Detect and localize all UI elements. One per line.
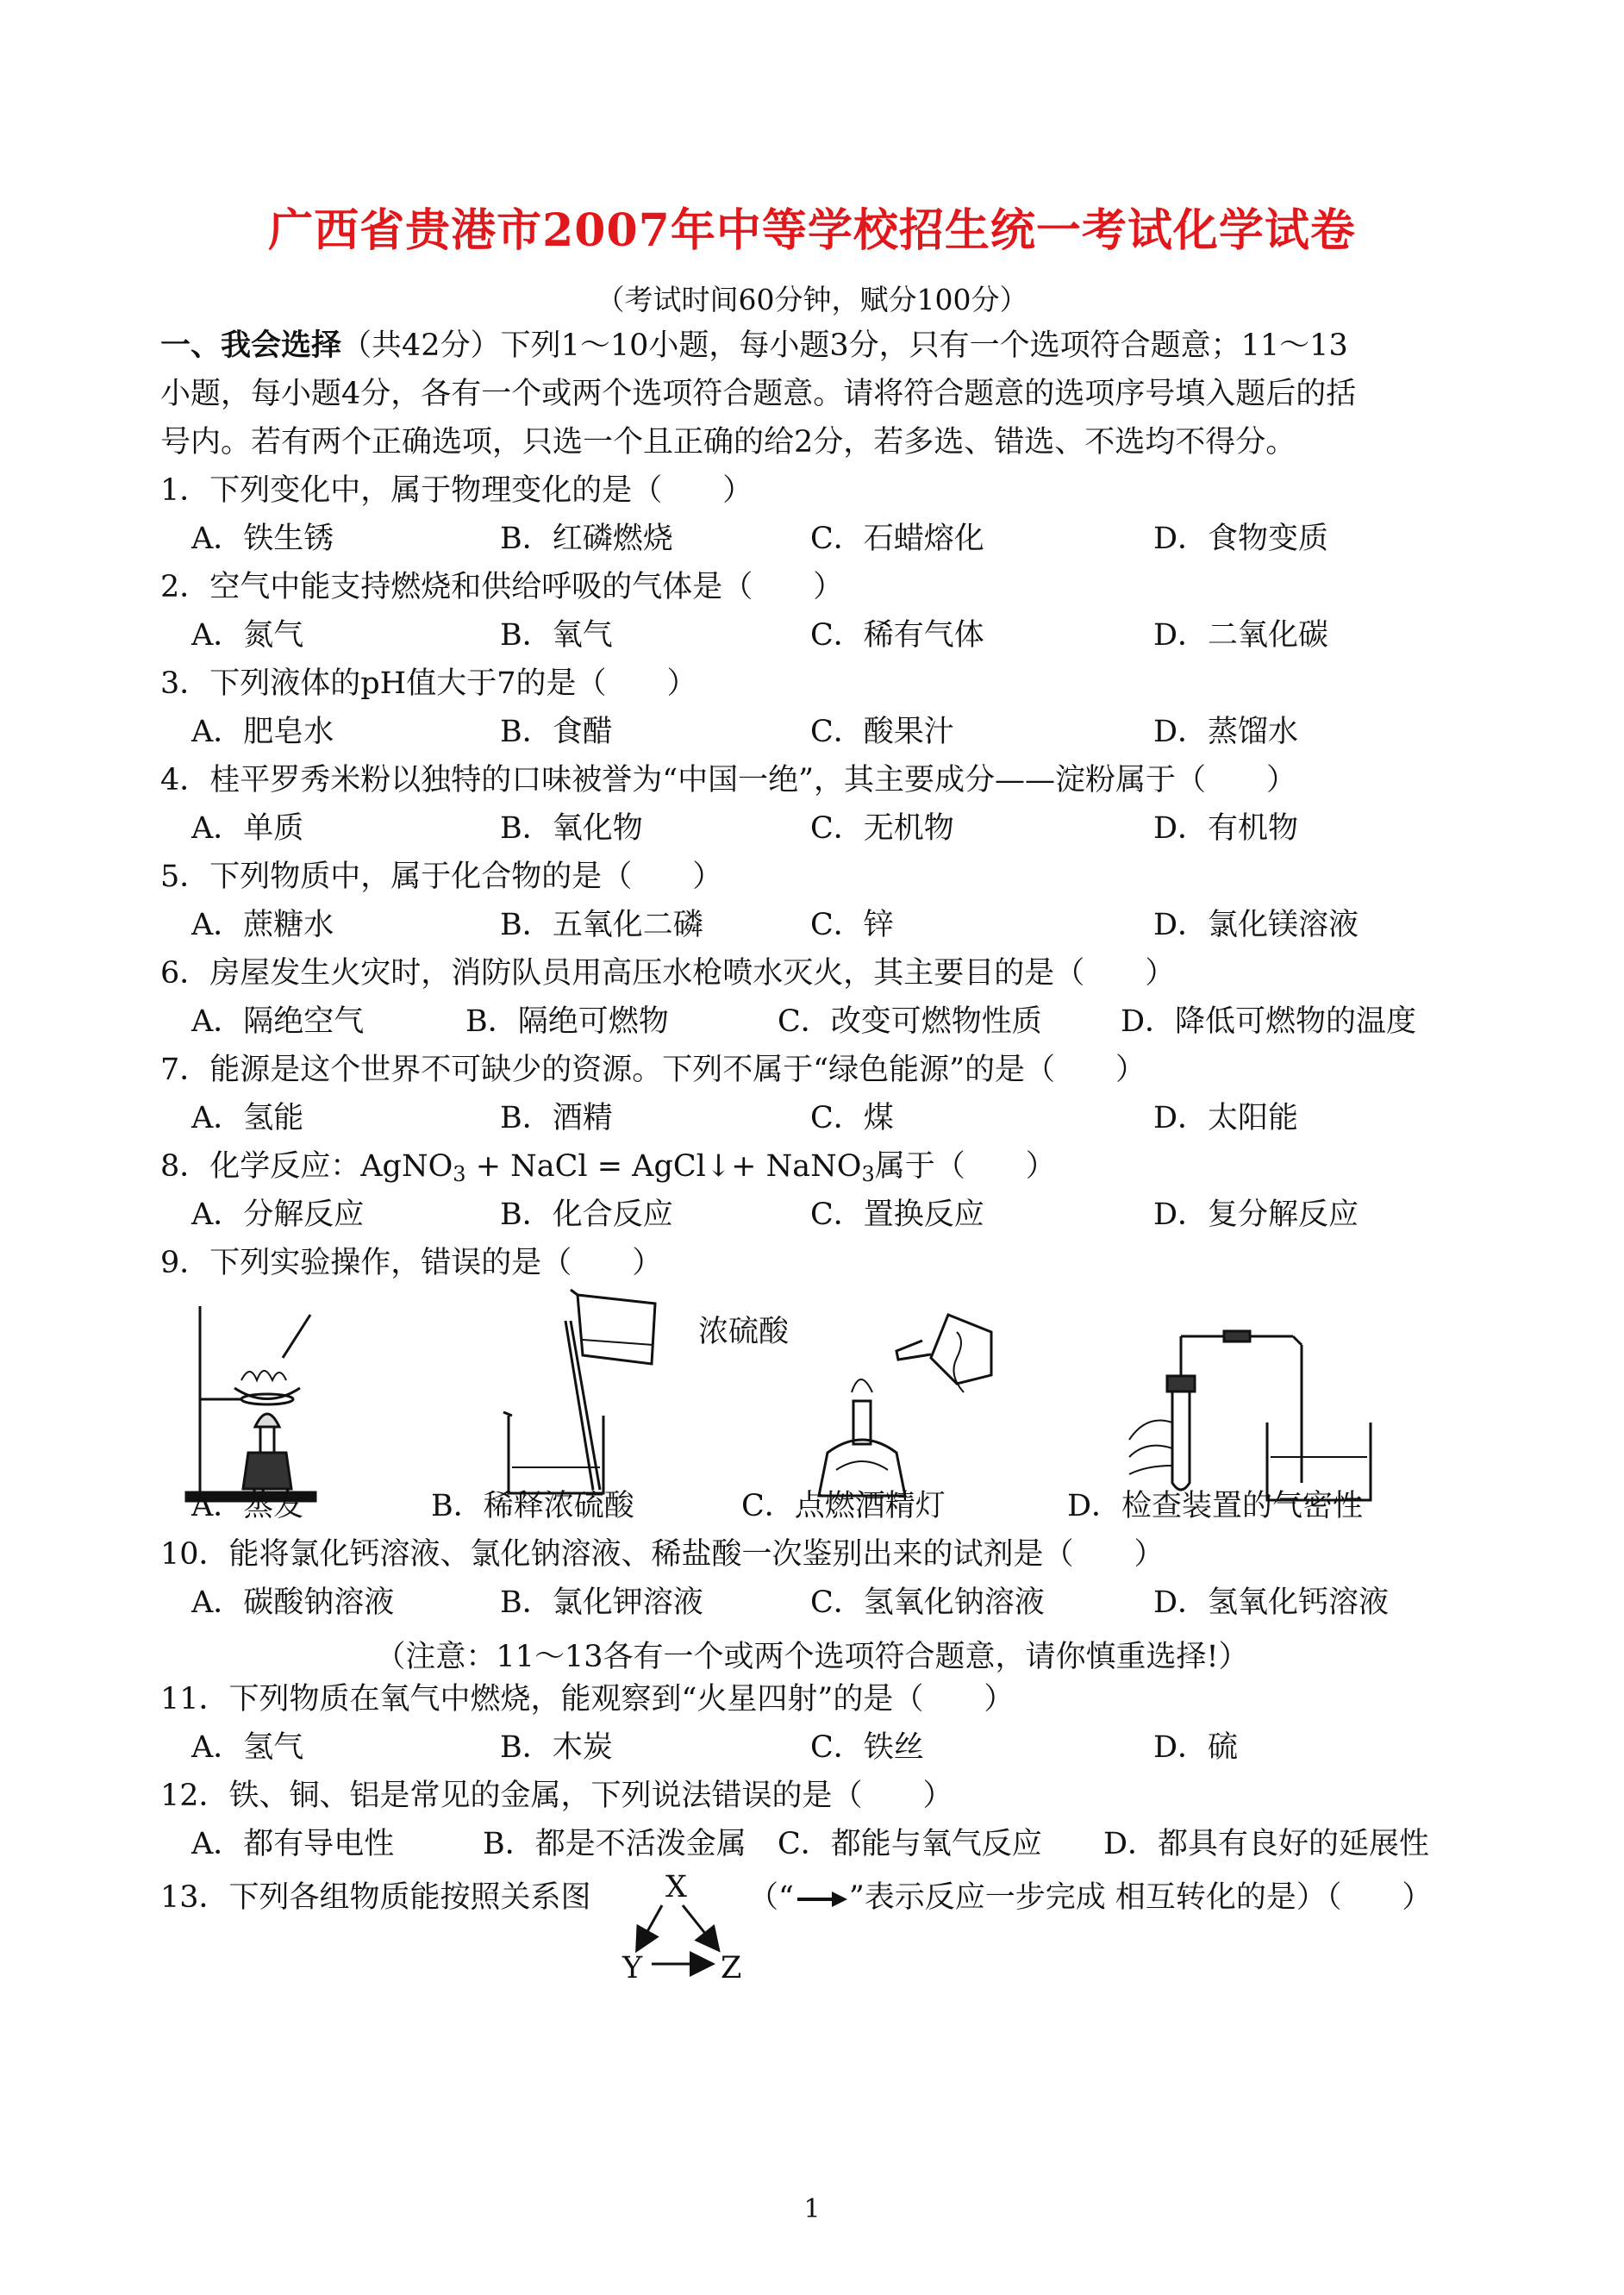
- question-4-stem: 4．桂平罗秀米粉以独特的口味被誉为“中国一绝”，其主要成分——淀粉属于（ ）: [160, 763, 1297, 797]
- selection-note: （注意：11～13各有一个或两个选项符合题意，请你慎重选择!）: [375, 1640, 1249, 1674]
- question-12-option-d[interactable]: D．都具有良好的延展性: [1103, 1827, 1430, 1861]
- question-5-option-d[interactable]: D．氯化镁溶液: [1153, 908, 1359, 942]
- question-7-option-d[interactable]: D．太阳能: [1153, 1101, 1299, 1135]
- question-11-option-a[interactable]: A．氢气: [191, 1730, 304, 1765]
- question-8-stem-part-3: 属于（ ）: [874, 1149, 1056, 1184]
- page-number: 1: [803, 2194, 821, 2224]
- arrow-icon: [794, 1886, 849, 1912]
- question-3-option-c[interactable]: C．酸果汁: [810, 715, 954, 749]
- question-2-option-c[interactable]: C．稀有气体: [810, 618, 984, 653]
- question-2-option-a[interactable]: A．氮气: [191, 618, 304, 653]
- question-1-option-c[interactable]: C．石蜡熔化: [810, 522, 984, 556]
- question-10-option-a[interactable]: A．碳酸钠溶液: [191, 1585, 395, 1620]
- diagram-node-x: X: [665, 1870, 687, 1904]
- question-8-option-a[interactable]: A．分解反应: [191, 1198, 365, 1232]
- question-2-option-d[interactable]: D．二氧化碳: [1153, 618, 1329, 653]
- question-3-option-a[interactable]: A．肥皂水: [191, 715, 334, 749]
- question-6-stem: 6．房屋发生火灾时，消防队员用高压水枪喷水灭火，其主要目的是（ ）: [160, 956, 1176, 991]
- section-intro-line-1: [160, 328, 1348, 364]
- question-8-stem-part-2: + NaCl = AgCl↓+ NaNO: [465, 1149, 862, 1184]
- question-10-option-c[interactable]: C．氢氧化钠溶液: [810, 1585, 1045, 1620]
- question-6-option-c[interactable]: C．改变可燃物性质: [778, 1004, 1042, 1039]
- question-8-subscript-1: 3: [453, 1162, 466, 1186]
- evaporation-apparatus-figure: [181, 1298, 328, 1504]
- question-8-subscript-2: 3: [861, 1162, 875, 1186]
- question-2-stem: 2．空气中能支持燃烧和供给呼吸的气体是（ ）: [160, 570, 844, 604]
- question-5-option-b[interactable]: B．五氧化二磷: [500, 908, 703, 942]
- section-heading: [160, 328, 341, 363]
- question-9-stem: 9．下列实验操作，错误的是（ ）: [160, 1246, 663, 1280]
- page-title: 广西省贵港市2007年中等学校招生统一考试化学试卷: [268, 204, 1356, 257]
- question-8-option-c[interactable]: C．置换反应: [810, 1198, 984, 1232]
- alcohol-lamp-figure: [802, 1298, 1009, 1504]
- question-4-option-a[interactable]: A．单质: [191, 811, 304, 846]
- question-3-stem: 3．下列液体的pH值大于7的是（ ）: [160, 666, 697, 701]
- question-12-option-b[interactable]: B．都是不活泼金属: [483, 1827, 746, 1861]
- question-4-option-d[interactable]: D．有机物: [1153, 811, 1299, 846]
- question-5-stem: 5．下列物质中，属于化合物的是（ ）: [160, 860, 723, 894]
- airtightness-check-figure: [1121, 1328, 1396, 1504]
- question-9-option-b[interactable]: B．稀释浓硫酸: [431, 1489, 634, 1523]
- section-heading-text: 我会选择: [221, 328, 342, 363]
- question-13-stem-right-open: （“: [748, 1880, 794, 1915]
- question-12-option-a[interactable]: A．都有导电性: [191, 1827, 395, 1861]
- question-4-option-b[interactable]: B．氧化物: [500, 811, 643, 846]
- question-7-stem: 7．能源是这个世界不可缺少的资源。下列不属于“绿色能源”的是（ ）: [160, 1053, 1146, 1087]
- question-1-option-d[interactable]: D．食物变质: [1153, 522, 1329, 556]
- question-13-stem-right: [748, 1879, 1432, 1916]
- question-8-stem-part-1: 8．化学反应：AgNO: [160, 1149, 453, 1184]
- question-11-option-c[interactable]: C．铁丝: [810, 1730, 924, 1765]
- question-10-stem: 10．能将氯化钙溶液、氯化钠溶液、稀盐酸一次鉴别出来的试剂是（ ）: [160, 1537, 1165, 1572]
- question-6-option-b[interactable]: B．隔绝可燃物: [465, 1004, 669, 1039]
- question-7-option-c[interactable]: C．煤: [810, 1101, 894, 1135]
- diagram-node-y: Y: [622, 1951, 643, 1985]
- question-9-option-c[interactable]: C．点燃酒精灯: [741, 1489, 946, 1523]
- relation-diagram-arrows: [621, 1888, 750, 1983]
- figure-label-concentrated-acid: 浓硫酸: [698, 1315, 790, 1349]
- section-intro-line-3: 号内。若有两个正确选项，只选一个且正确的给2分，若多选、错选、不选均不得分。: [160, 425, 1296, 460]
- question-1-option-b[interactable]: B．红磷燃烧: [500, 522, 673, 556]
- question-8-option-d[interactable]: D．复分解反应: [1153, 1198, 1359, 1232]
- section-prefix: 一、: [160, 328, 222, 363]
- question-10-option-b[interactable]: B．氯化钾溶液: [500, 1585, 703, 1620]
- question-4-option-c[interactable]: C．无机物: [810, 811, 954, 846]
- question-13-stem-right-close: ”表示反应一步完成 相互转化的是）（ ）: [848, 1880, 1433, 1915]
- question-1-option-a[interactable]: A．铁生锈: [191, 522, 334, 556]
- question-12-stem: 12．铁、铜、铝是常见的金属，下列说法错误的是（ ）: [160, 1779, 953, 1813]
- exam-subtitle: （考试时间60分钟，赋分100分）: [596, 283, 1028, 316]
- question-3-option-d[interactable]: D．蒸馏水: [1153, 715, 1299, 749]
- question-12-option-c[interactable]: C．都能与氧气反应: [778, 1827, 1042, 1861]
- section-intro-text-1: （共42分）下列1～10小题，每小题3分，只有一个选项符合题意；11～13: [341, 328, 1348, 363]
- question-11-stem: 11．下列物质在氧气中燃烧，能观察到“火星四射”的是（ ）: [160, 1682, 1015, 1717]
- question-2-option-b[interactable]: B．氧气: [500, 618, 613, 653]
- question-6-option-a[interactable]: A．隔绝空气: [191, 1004, 365, 1039]
- question-1-stem: 1．下列变化中，属于物理变化的是（ ）: [160, 473, 753, 508]
- question-7-option-b[interactable]: B．酒精: [500, 1101, 613, 1135]
- question-8-option-b[interactable]: B．化合反应: [500, 1198, 673, 1232]
- question-3-option-b[interactable]: B．食醋: [500, 715, 613, 749]
- question-6-option-d[interactable]: D．降低可燃物的温度: [1121, 1004, 1417, 1039]
- question-13-stem: 13．下列各组物质能按照关系图: [160, 1880, 591, 1915]
- question-9-option-a[interactable]: A．蒸发: [191, 1489, 304, 1523]
- question-11-option-b[interactable]: B．木炭: [500, 1730, 613, 1765]
- section-intro-line-2: 小题，每小题4分，各有一个或两个选项符合题意。请将符合题意的选项序号填入题后的括: [160, 377, 1357, 411]
- diagram-node-z: Z: [721, 1951, 742, 1985]
- question-5-option-a[interactable]: A．蔗糖水: [191, 908, 334, 942]
- question-11-option-d[interactable]: D．硫: [1153, 1730, 1239, 1765]
- question-9-option-d[interactable]: D．检查装置的气密性: [1067, 1489, 1364, 1523]
- acid-dilution-figure: [500, 1286, 707, 1502]
- question-7-option-a[interactable]: A．氢能: [191, 1101, 304, 1135]
- question-5-option-c[interactable]: C．锌: [810, 908, 894, 942]
- question-8-stem: [160, 1148, 1056, 1192]
- question-10-option-d[interactable]: D．氢氧化钙溶液: [1153, 1585, 1390, 1620]
